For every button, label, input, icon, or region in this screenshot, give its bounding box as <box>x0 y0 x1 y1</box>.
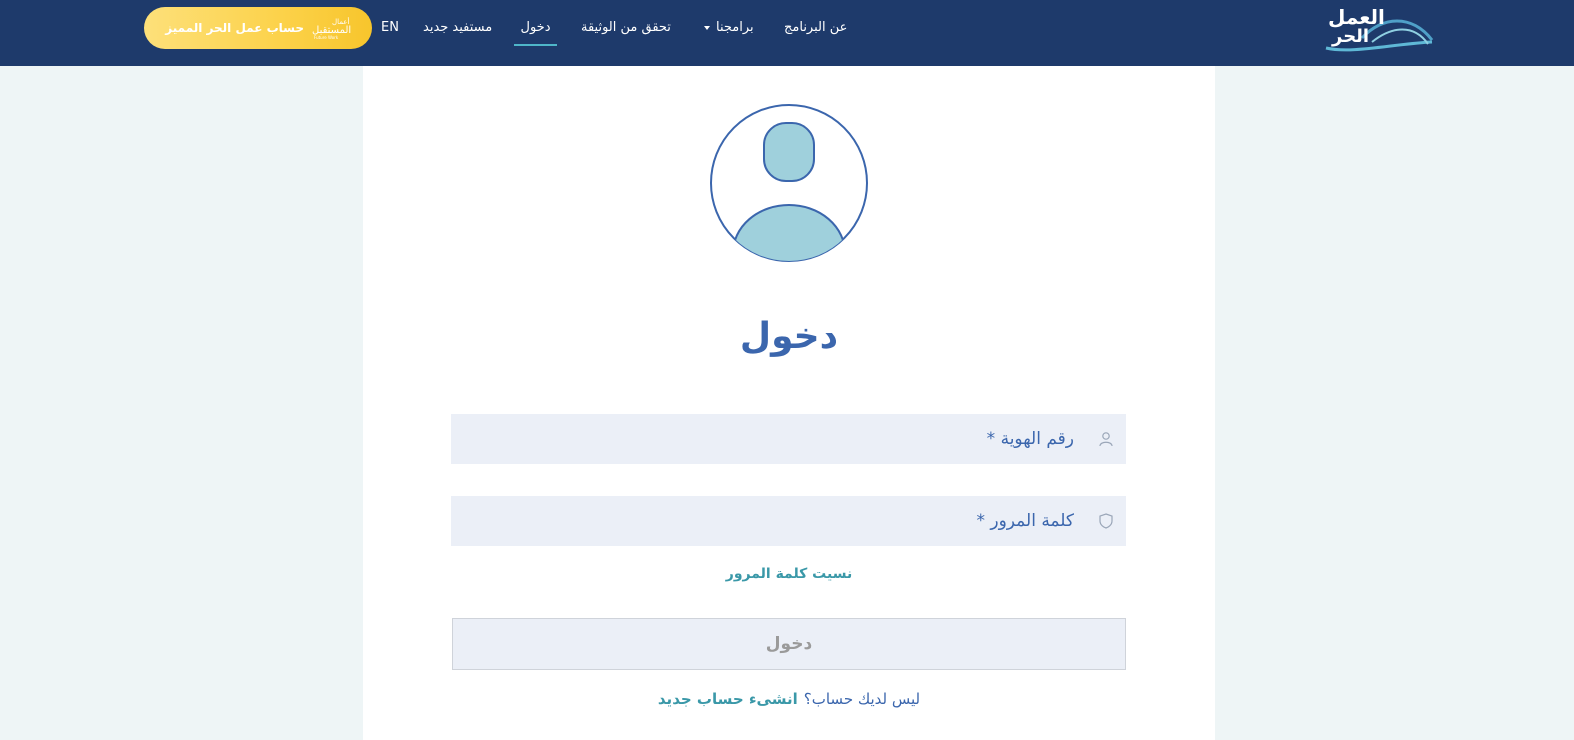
id-number-input[interactable] <box>451 414 1126 464</box>
premium-account-button[interactable] <box>144 7 372 49</box>
login-submit-button[interactable]: دخول <box>452 618 1126 670</box>
page-title: دخول <box>739 316 839 357</box>
nav-login[interactable]: دخول <box>514 0 557 56</box>
no-account-text: ليس لديك حساب؟ <box>803 690 921 708</box>
mini-logo-line2: المستقبل <box>312 25 352 36</box>
chevron-down-icon <box>704 26 710 30</box>
login-card <box>363 66 1215 740</box>
id-number-field <box>451 414 1126 464</box>
user-icon <box>1098 431 1114 447</box>
mini-logo-line1: أعمال <box>332 18 350 26</box>
user-avatar-icon <box>709 103 869 263</box>
create-account-link[interactable]: انشىء حساب جديد <box>657 690 798 708</box>
signup-prompt <box>363 690 1215 708</box>
language-toggle[interactable]: EN <box>381 20 399 35</box>
nav-about[interactable]: عن البرنامج <box>784 20 848 35</box>
future-work-logo <box>310 15 358 41</box>
nav-new-beneficiary[interactable]: مستفيد جديد <box>423 20 493 35</box>
password-input[interactable] <box>451 496 1126 546</box>
top-navbar <box>0 0 1574 66</box>
mini-logo-line3: Future Work <box>314 35 339 40</box>
shield-icon <box>1098 513 1114 529</box>
logo-line1: العمل <box>1328 5 1385 29</box>
nav-programs-label: برامجنا <box>716 20 754 35</box>
premium-account-label: حساب عمل الحر المميز <box>165 21 304 35</box>
logo-line2: الحر <box>1332 26 1370 47</box>
nav-verify-document[interactable]: تحقق من الوثيقة <box>581 20 671 35</box>
nav-programs[interactable] <box>704 0 754 56</box>
forgot-password-link[interactable]: نسيت كلمة المرور <box>725 566 853 582</box>
password-field <box>451 496 1126 546</box>
freelance-logo[interactable] <box>1322 4 1436 56</box>
